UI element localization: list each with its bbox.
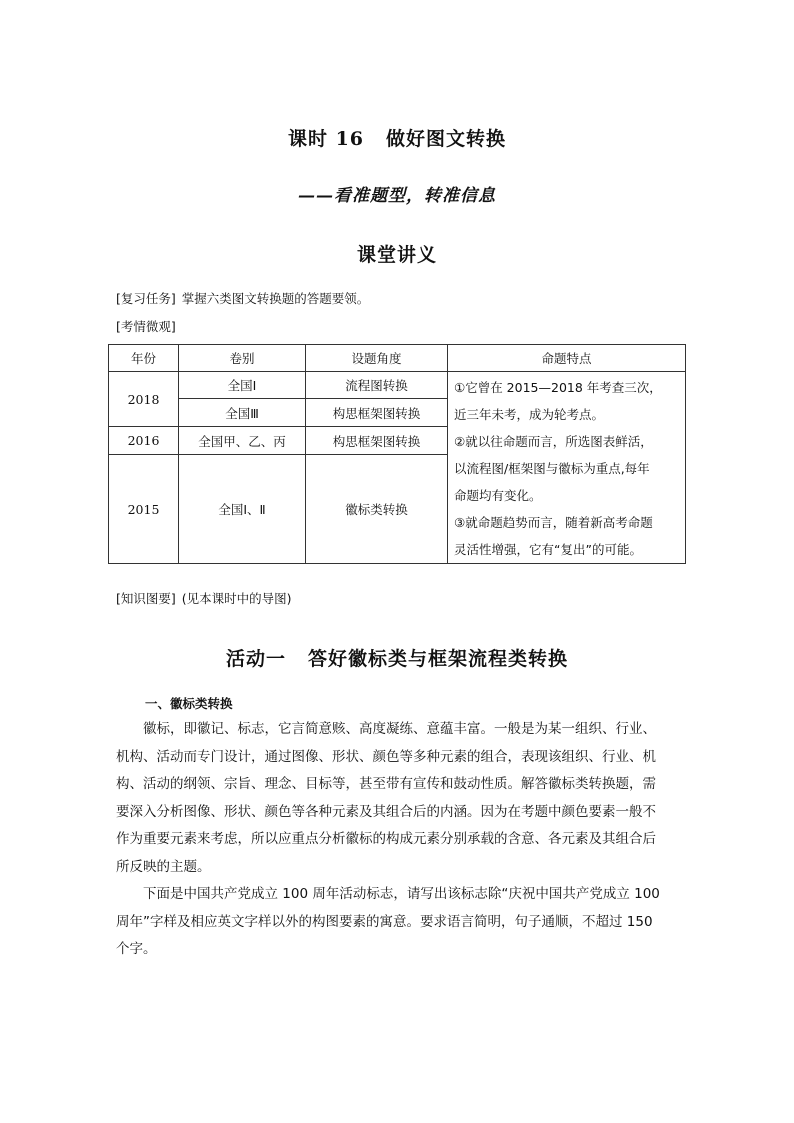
paper-cell: 全国Ⅰ、Ⅱ <box>179 455 306 564</box>
paper-cell: 全国甲、乙、丙 <box>179 427 306 455</box>
paragraph-line: 所反映的主题。 <box>116 858 211 875</box>
paragraph-line: 个字。 <box>116 941 157 957</box>
column-header-angle: 设题角度 <box>306 345 448 372</box>
lesson-title <box>0 124 794 151</box>
paragraph-line: 徽标，即徽记、标志，它言简意赅、高度凝练、意蕴丰富。一般是为某一组织、行业、 <box>143 721 656 737</box>
activity-number: 活动一 <box>225 648 286 670</box>
angle-cell: 构思框架图转换 <box>306 399 448 427</box>
year-cell: 2018 <box>109 372 179 427</box>
feature-cell <box>448 372 686 564</box>
lesson-subtitle: ——看准题型，转准信息 <box>298 186 496 206</box>
paragraph-line: 下面是中国共产党成立 100 周年活动标志，请写出该标志除“庆祝中国共产党成立 100 <box>143 886 660 902</box>
emblem-heading: 一、徽标类转换 <box>145 696 233 711</box>
paragraph-line: 作为重要元素来考虑，所以应重点分析徽标的构成元素分别承载的含意、各元素及其组合后 <box>116 831 656 847</box>
feature-line: ①它曾在 2015—2018 年考查三次， <box>454 380 662 395</box>
knowledge-map <box>116 590 292 608</box>
lesson-name: 做好图文转换 <box>386 128 507 150</box>
emblem-paragraph-2 <box>116 881 686 964</box>
feature-line: 以流程图/框架图与徽标为重点,每年 <box>454 461 650 476</box>
feature-line: 灵活性增强，它有“复出”的可能。 <box>454 542 642 557</box>
exam-overview-table <box>108 344 686 564</box>
feature-line: ②就以往命题而言，所选图表鲜活， <box>454 434 653 449</box>
section-heading: 课堂讲义 <box>356 244 437 266</box>
activity-title <box>0 644 794 671</box>
paragraph-line: 机构、活动而专门设计，通过图像、形状、颜色等多种元素的组合，表现该组织、行业、机 <box>116 748 656 765</box>
paragraph-line: 构、活动的纲领、宗旨、理念、目标等，甚至带有宣传和鼓动性质。解答徽标类转换题，需 <box>116 776 656 792</box>
review-task <box>116 290 369 308</box>
exam-overview-label: [考情微观] <box>116 319 176 334</box>
angle-cell: 流程图转换 <box>306 372 448 399</box>
feature-line: 近三年未考，成为轮考点。 <box>454 407 605 422</box>
paper-cell: 全国Ⅰ <box>179 372 306 399</box>
column-header-feature: 命题特点 <box>448 345 686 372</box>
year-cell: 2015 <box>109 455 179 564</box>
knowledge-map-label: [知识图要] <box>116 591 176 606</box>
paragraph-line: 要深入分析图像、形状、颜色等各种元素及其组合后的内涵。因为在考题中颜色要素一般不 <box>116 803 656 820</box>
feature-line: ③就命题趋势而言，随着新高考命题 <box>454 515 653 530</box>
column-header-paper: 卷别 <box>179 345 306 372</box>
angle-cell: 徽标类转换 <box>306 455 448 564</box>
paper-cell: 全国Ⅲ <box>179 399 306 427</box>
review-task-text: 掌握六类图文转换题的答题要领。 <box>181 291 370 306</box>
lesson-number: 课时 16 <box>287 128 365 150</box>
table-row <box>109 372 686 399</box>
paragraph-line: 周年”字样及相应英文字样以外的构图要素的寓意。要求语言简明，句子通顺，不超过 150 <box>116 913 653 930</box>
knowledge-map-text: (见本课时中的导图) <box>181 591 292 606</box>
column-header-year: 年份 <box>109 345 179 372</box>
activity-name: 答好徽标类与框架流程类转换 <box>308 648 569 670</box>
angle-cell: 构思框架图转换 <box>306 427 448 455</box>
review-task-label: [复习任务] <box>116 291 176 306</box>
year-cell: 2016 <box>109 427 179 455</box>
feature-line: 命题均有变化。 <box>454 488 542 503</box>
emblem-paragraph-1 <box>116 716 686 881</box>
table-header-row <box>109 345 686 372</box>
